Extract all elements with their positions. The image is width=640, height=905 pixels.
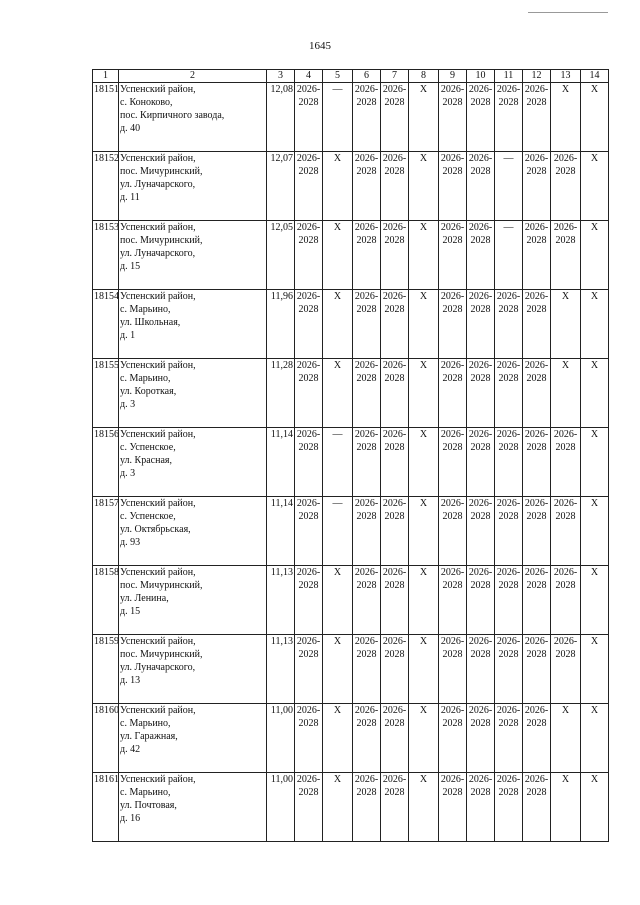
cell-c7: 2026- 2028 <box>381 428 409 497</box>
cell-c6: 2026- 2028 <box>353 773 381 842</box>
cell-c9: 2026- 2028 <box>439 290 467 359</box>
cell-c11: 2026- 2028 <box>495 290 523 359</box>
cell-c4: 2026- 2028 <box>295 359 323 428</box>
table-body <box>93 83 609 842</box>
cell-c13: 2026- 2028 <box>551 566 581 635</box>
cell-c12: 2026- 2028 <box>523 152 551 221</box>
table-row <box>93 152 609 221</box>
address-line: д. 15 <box>120 261 141 272</box>
cell-c13: 2026- 2028 <box>551 152 581 221</box>
row-number: 18160 <box>93 704 119 773</box>
cell-c10: 2026- 2028 <box>467 497 495 566</box>
table-row <box>93 221 609 290</box>
cell-c13: Х <box>551 83 581 152</box>
cell-c11: — <box>495 152 523 221</box>
cell-c8: Х <box>409 290 439 359</box>
column-header: 4 <box>295 70 323 83</box>
cell-c5: Х <box>323 152 353 221</box>
column-header: 10 <box>467 70 495 83</box>
address-cell <box>119 290 267 359</box>
cell-c7: 2026- 2028 <box>381 83 409 152</box>
cell-c5: Х <box>323 290 353 359</box>
cell-c5: Х <box>323 704 353 773</box>
cell-c10: 2026- 2028 <box>467 704 495 773</box>
row-number: 18153 <box>93 221 119 290</box>
cell-c6: 2026- 2028 <box>353 566 381 635</box>
address-line: Успенский район, <box>120 705 196 716</box>
cell-c14: Х <box>581 290 609 359</box>
cell-c4: 2026- 2028 <box>295 221 323 290</box>
cell-c4: 2026- 2028 <box>295 635 323 704</box>
cell-c7: 2026- 2028 <box>381 635 409 704</box>
address-cell <box>119 152 267 221</box>
table-row <box>93 566 609 635</box>
cell-c13: Х <box>551 359 581 428</box>
address-line: Успенский район, <box>120 567 196 578</box>
area-cell: 11,14 <box>267 428 295 497</box>
cell-c12: 2026- 2028 <box>523 290 551 359</box>
address-line: Успенский район, <box>120 360 196 371</box>
cell-c8: Х <box>409 221 439 290</box>
cell-c6: 2026- 2028 <box>353 83 381 152</box>
cell-c9: 2026- 2028 <box>439 152 467 221</box>
table-row <box>93 290 609 359</box>
cell-c6: 2026- 2028 <box>353 497 381 566</box>
cell-c6: 2026- 2028 <box>353 635 381 704</box>
cell-c14: Х <box>581 359 609 428</box>
cell-c4: 2026- 2028 <box>295 290 323 359</box>
address-cell <box>119 83 267 152</box>
address-line: пос. Мичуринский, <box>120 166 203 177</box>
cell-c5: — <box>323 497 353 566</box>
column-header: 14 <box>581 70 609 83</box>
cell-c14: Х <box>581 221 609 290</box>
cell-c8: Х <box>409 359 439 428</box>
address-line: ул. Луначарского, <box>120 662 196 673</box>
cell-c10: 2026- 2028 <box>467 152 495 221</box>
address-cell <box>119 773 267 842</box>
cell-c12: 2026- 2028 <box>523 497 551 566</box>
table-row <box>93 635 609 704</box>
cell-c4: 2026- 2028 <box>295 566 323 635</box>
table-row <box>93 428 609 497</box>
cell-c11: 2026- 2028 <box>495 83 523 152</box>
address-line: пос. Мичуринский, <box>120 235 203 246</box>
cell-c5: — <box>323 83 353 152</box>
cell-c9: 2026- 2028 <box>439 221 467 290</box>
cell-c13: Х <box>551 773 581 842</box>
address-cell <box>119 221 267 290</box>
address-line: с. Коноково, <box>120 97 173 108</box>
cell-c13: 2026- 2028 <box>551 635 581 704</box>
column-header: 7 <box>381 70 409 83</box>
cell-c14: Х <box>581 83 609 152</box>
address-line: Успенский район, <box>120 636 196 647</box>
cell-c9: 2026- 2028 <box>439 704 467 773</box>
cell-c12: 2026- 2028 <box>523 428 551 497</box>
address-line: д. 3 <box>120 468 136 479</box>
cell-c5: Х <box>323 359 353 428</box>
address-cell <box>119 635 267 704</box>
cell-c7: 2026- 2028 <box>381 497 409 566</box>
cell-c12: 2026- 2028 <box>523 359 551 428</box>
address-line: с. Марьино, <box>120 304 171 315</box>
table-row <box>93 359 609 428</box>
cell-c12: 2026- 2028 <box>523 773 551 842</box>
cell-c14: Х <box>581 152 609 221</box>
cell-c5: — <box>323 428 353 497</box>
cell-c6: 2026- 2028 <box>353 152 381 221</box>
cell-c14: Х <box>581 497 609 566</box>
cell-c7: 2026- 2028 <box>381 152 409 221</box>
row-number: 18154 <box>93 290 119 359</box>
column-header: 5 <box>323 70 353 83</box>
address-line: д. 40 <box>120 123 141 134</box>
address-line: д. 16 <box>120 813 141 824</box>
cell-c4: 2026- 2028 <box>295 773 323 842</box>
cell-c8: Х <box>409 704 439 773</box>
area-cell: 11,96 <box>267 290 295 359</box>
column-header: 6 <box>353 70 381 83</box>
address-line: ул. Луначарского, <box>120 179 196 190</box>
address-line: ул. Гаражная, <box>120 731 178 742</box>
address-line: д. 13 <box>120 675 141 686</box>
top-rule <box>528 12 608 13</box>
cell-c10: 2026- 2028 <box>467 221 495 290</box>
cell-c14: Х <box>581 704 609 773</box>
cell-c4: 2026- 2028 <box>295 83 323 152</box>
address-line: с. Марьино, <box>120 787 171 798</box>
cell-c9: 2026- 2028 <box>439 83 467 152</box>
cell-c9: 2026- 2028 <box>439 635 467 704</box>
address-line: д. 11 <box>120 192 140 203</box>
cell-c13: Х <box>551 290 581 359</box>
address-line: Успенский район, <box>120 84 196 95</box>
cell-c9: 2026- 2028 <box>439 359 467 428</box>
cell-c5: Х <box>323 635 353 704</box>
row-number: 18158 <box>93 566 119 635</box>
cell-c8: Х <box>409 83 439 152</box>
address-line: ул. Луначарского, <box>120 248 196 259</box>
column-header: 8 <box>409 70 439 83</box>
area-cell: 11,28 <box>267 359 295 428</box>
address-line: д. 42 <box>120 744 141 755</box>
table-row <box>93 704 609 773</box>
cell-c13: 2026- 2028 <box>551 497 581 566</box>
cell-c7: 2026- 2028 <box>381 566 409 635</box>
cell-c8: Х <box>409 635 439 704</box>
cell-c11: 2026- 2028 <box>495 497 523 566</box>
cell-c11: 2026- 2028 <box>495 359 523 428</box>
cell-c4: 2026- 2028 <box>295 428 323 497</box>
row-number: 18152 <box>93 152 119 221</box>
address-line: Успенский район, <box>120 222 196 233</box>
cell-c13: 2026- 2028 <box>551 221 581 290</box>
row-number: 18156 <box>93 428 119 497</box>
area-cell: 11,00 <box>267 773 295 842</box>
cell-c10: 2026- 2028 <box>467 635 495 704</box>
column-header: 1 <box>93 70 119 83</box>
cell-c6: 2026- 2028 <box>353 704 381 773</box>
area-cell: 11,13 <box>267 566 295 635</box>
address-line: ул. Красная, <box>120 455 172 466</box>
cell-c4: 2026- 2028 <box>295 497 323 566</box>
cell-c8: Х <box>409 152 439 221</box>
address-cell <box>119 566 267 635</box>
cell-c10: 2026- 2028 <box>467 83 495 152</box>
row-number: 18161 <box>93 773 119 842</box>
table-header-row <box>93 70 609 83</box>
address-line: пос. Мичуринский, <box>120 649 203 660</box>
cell-c6: 2026- 2028 <box>353 290 381 359</box>
cell-c9: 2026- 2028 <box>439 497 467 566</box>
row-number: 18151 <box>93 83 119 152</box>
address-line: с. Успенское, <box>120 511 176 522</box>
address-cell <box>119 497 267 566</box>
address-line: д. 1 <box>120 330 136 341</box>
address-line: ул. Октябрьская, <box>120 524 191 535</box>
cell-c7: 2026- 2028 <box>381 290 409 359</box>
address-line: Успенский район, <box>120 498 196 509</box>
address-cell <box>119 359 267 428</box>
address-line: Успенский район, <box>120 429 196 440</box>
cell-c4: 2026- 2028 <box>295 704 323 773</box>
table-row <box>93 497 609 566</box>
column-header: 13 <box>551 70 581 83</box>
column-header: 11 <box>495 70 523 83</box>
address-line: д. 93 <box>120 537 141 548</box>
cell-c10: 2026- 2028 <box>467 359 495 428</box>
cell-c9: 2026- 2028 <box>439 428 467 497</box>
address-line: д. 15 <box>120 606 141 617</box>
column-header: 3 <box>267 70 295 83</box>
address-line: Успенский район, <box>120 153 196 164</box>
cell-c13: 2026- 2028 <box>551 428 581 497</box>
address-line: ул. Почтовая, <box>120 800 177 811</box>
cell-c10: 2026- 2028 <box>467 290 495 359</box>
cell-c10: 2026- 2028 <box>467 428 495 497</box>
cell-c4: 2026- 2028 <box>295 152 323 221</box>
address-line: пос. Кирпичного завода, <box>120 110 225 121</box>
cell-c7: 2026- 2028 <box>381 773 409 842</box>
address-line: Успенский район, <box>120 291 196 302</box>
cell-c6: 2026- 2028 <box>353 428 381 497</box>
cell-c9: 2026- 2028 <box>439 566 467 635</box>
address-line: с. Успенское, <box>120 442 176 453</box>
column-header: 12 <box>523 70 551 83</box>
cell-c11: 2026- 2028 <box>495 635 523 704</box>
address-line: с. Марьино, <box>120 718 171 729</box>
address-line: Успенский район, <box>120 774 196 785</box>
cell-c8: Х <box>409 773 439 842</box>
column-header: 2 <box>119 70 267 83</box>
cell-c5: Х <box>323 773 353 842</box>
area-cell: 11,00 <box>267 704 295 773</box>
address-cell <box>119 428 267 497</box>
cell-c11: 2026- 2028 <box>495 428 523 497</box>
table-row <box>93 83 609 152</box>
area-cell: 12,08 <box>267 83 295 152</box>
cell-c12: 2026- 2028 <box>523 704 551 773</box>
address-line: с. Марьино, <box>120 373 171 384</box>
area-cell: 11,13 <box>267 635 295 704</box>
table-row <box>93 773 609 842</box>
cell-c14: Х <box>581 428 609 497</box>
cell-c8: Х <box>409 428 439 497</box>
row-number: 18155 <box>93 359 119 428</box>
cell-c7: 2026- 2028 <box>381 359 409 428</box>
cell-c7: 2026- 2028 <box>381 221 409 290</box>
cell-c12: 2026- 2028 <box>523 566 551 635</box>
cell-c11: 2026- 2028 <box>495 704 523 773</box>
cell-c8: Х <box>409 566 439 635</box>
cell-c5: Х <box>323 566 353 635</box>
cell-c8: Х <box>409 497 439 566</box>
cell-c11: 2026- 2028 <box>495 566 523 635</box>
address-line: ул. Школьная, <box>120 317 181 328</box>
cell-c12: 2026- 2028 <box>523 635 551 704</box>
cell-c6: 2026- 2028 <box>353 359 381 428</box>
column-header: 9 <box>439 70 467 83</box>
cell-c9: 2026- 2028 <box>439 773 467 842</box>
register-table <box>92 69 609 842</box>
cell-c11: 2026- 2028 <box>495 773 523 842</box>
address-line: ул. Короткая, <box>120 386 177 397</box>
row-number: 18159 <box>93 635 119 704</box>
address-line: пос. Мичуринский, <box>120 580 203 591</box>
cell-c14: Х <box>581 635 609 704</box>
area-cell: 12,07 <box>267 152 295 221</box>
cell-c13: Х <box>551 704 581 773</box>
page-number: 1645 <box>309 40 331 52</box>
cell-c12: 2026- 2028 <box>523 221 551 290</box>
row-number: 18157 <box>93 497 119 566</box>
cell-c5: Х <box>323 221 353 290</box>
cell-c10: 2026- 2028 <box>467 566 495 635</box>
cell-c14: Х <box>581 566 609 635</box>
cell-c12: 2026- 2028 <box>523 83 551 152</box>
cell-c11: — <box>495 221 523 290</box>
area-cell: 11,14 <box>267 497 295 566</box>
cell-c14: Х <box>581 773 609 842</box>
area-cell: 12,05 <box>267 221 295 290</box>
address-line: д. 3 <box>120 399 136 410</box>
cell-c6: 2026- 2028 <box>353 221 381 290</box>
cell-c10: 2026- 2028 <box>467 773 495 842</box>
address-line: ул. Ленина, <box>120 593 169 604</box>
address-cell <box>119 704 267 773</box>
cell-c7: 2026- 2028 <box>381 704 409 773</box>
